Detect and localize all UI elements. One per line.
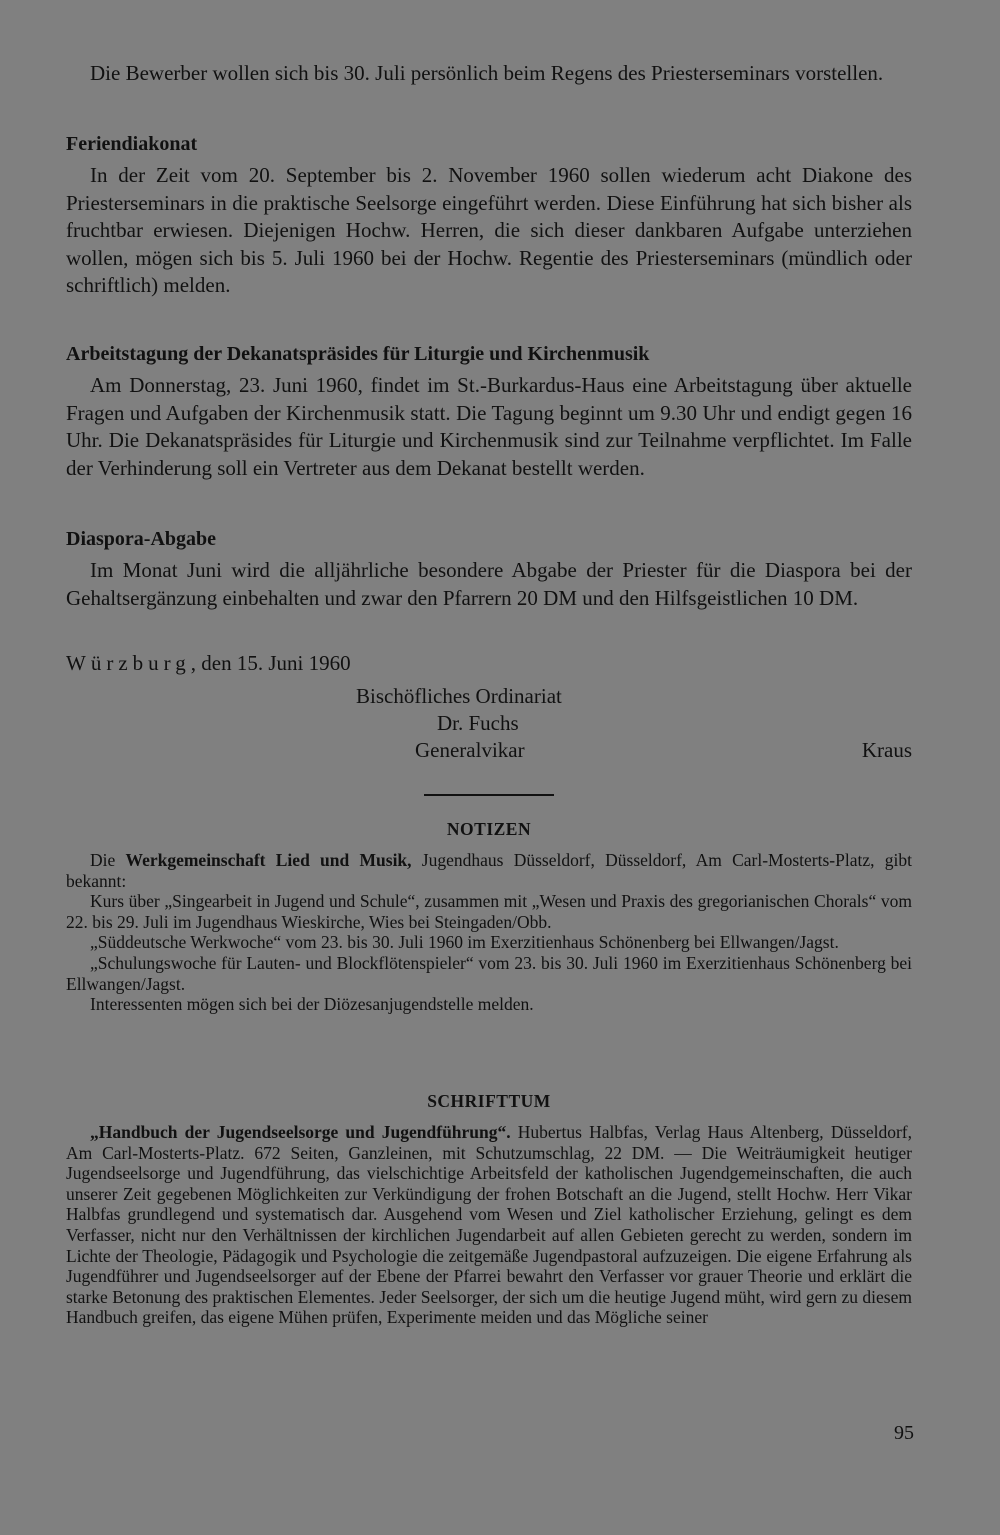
section-heading: Feriendiakonat [66, 133, 198, 155]
signature-title: Generalvikar [415, 738, 525, 762]
notizen-item: „Schulungswoche für Lauten- und Blockflötenspieler“ vom 23. bis 30. Juli 1960 im Exerzitienhaus Schönenberg bei Ellwangen/Jagst. [66, 952, 912, 994]
schrifttum-body [66, 1122, 912, 1328]
review-text: Hubertus Halbfas, Verlag Haus Altenberg, Düsseldorf, Am Carl-Mosterts-Platz. 672 Seiten, Ganzleinen, mit Schutzumschlag, 22 DM. — Die Weiträumigkeit heutiger Jugendseelsorge und Jugendführung, das vielschichtige Arbeitsfeld der katholischen Jugendgemeinschaften, die auch unserer Zeit gegebenen Möglichkeiten zur Verkündigung der frohen Botschaft an die Jugend, stellt Hochw. Herr Vikar Halbfas grundlegend und systematisch dar. Ausgehend vom Wesen und Ziel katholischer Erziehung, gelingt es dem Verfasser, nicht nur den Verhältnissen der kirchlichen Jugendarbeit auf allen Gebieten gerecht zu werden, sondern im Lichte der Theologie, Pädagogik und Psychologie die zeitgemäße Jugendpastoral aufzuzeigen. Die eigene Erfahrung als Jugendführer und Jugendseelsorger auf der Ebene der Pfarrei bewahrt den Verfasser vor grauer Theorie und erklärt die starke Betonung des praktischen Elementes. Jeder Seelsorger, der sich um die heutige Jugend müht, wird gern zu diesem Handbuch greifen, das eigene Mühen prüfen, Experimente meiden und das Mögliche seiner [66, 1122, 912, 1328]
dateline-place: Würzburg [66, 651, 191, 675]
notizen-section [66, 818, 912, 1015]
section-divider [424, 794, 554, 796]
section-arbeitstagung [66, 342, 912, 482]
section-body: Am Donnerstag, 23. Juni 1960, findet im St.-Burkardus-Haus eine Arbeitstagung über aktuelle Fragen und Aufgaben der Kirchenmusik statt. Die Tagung beginnt um 9.30 Uhr und endigt gegen 16 Uhr. Die Dekanatspräsides für Liturgie und Kirchenmusik sind zur Teilnahme verpflichtet. Im Falle der Verhinderung soll ein Vertreter aus dem Dekanat bestellt werden. [66, 373, 912, 480]
intro-text: Die Bewerber wollen sich bis 30. Juli persönlich beim Regens des Priesterseminars vorstellen. [90, 61, 884, 85]
section-heading: Arbeitstagung der Dekanatspräsides für Liturgie und Kirchenmusik [66, 343, 650, 365]
section-body: In der Zeit vom 20. September bis 2. November 1960 sollen wiederum acht Diakone des Priesterseminars in die praktische Seelsorge eingeführt werden. Diese Einführung hat sich bisher als fruchtbar erwiesen. Diejenigen Hochw. Herren, die sich dieser dankbaren Aufgabe unterziehen wollen, mögen sich bis 5. Juli 1960 bei der Hochw. Regentie des Priesterseminars (mündlich oder schriftlich) melden. [66, 163, 912, 298]
notizen-intro-prefix: Die [90, 850, 126, 870]
dateline-date: , den 15. Juni 1960 [190, 651, 351, 675]
section-body: Im Monat Juni wird die alljährliche besondere Abgabe der Priester für die Diaspora bei der Gehaltsergänzung einbehalten und zwar den Pfarrern 20 DM und den Hilfsgeistlichen 10 DM. [66, 558, 912, 610]
section-diaspora [66, 527, 912, 612]
page-number: 95 [894, 1422, 914, 1444]
signature-office: Bischöfliches Ordinariat [356, 684, 562, 708]
section-feriendiakonat [66, 132, 912, 300]
book-title: „Handbuch der Jugendseelsorge und Jugendführung“. [90, 1122, 511, 1142]
intro-paragraph [66, 60, 912, 88]
section-heading: Diaspora-Abgabe [66, 528, 217, 550]
signature-name: Dr. Fuchs [437, 711, 519, 735]
dateline [66, 650, 351, 677]
notizen-item: „Süddeutsche Werkwoche“ vom 23. bis 30. Juli 1960 im Exerzitienhaus Schönenberg bei Ellwangen/Jagst. [90, 932, 839, 953]
notizen-heading: NOTIZEN [446, 819, 532, 839]
notizen-intro [66, 850, 912, 891]
notizen-item: Interessenten mögen sich bei der Diözesanjugendstelle melden. [90, 994, 534, 1015]
schrifttum-section [66, 1090, 912, 1328]
notizen-item: Kurs über „Singearbeit in Jugend und Schule“, zusammen mit „Wesen und Praxis des gregorianischen Chorals“ vom 22. bis 29. Juli im Jugendhaus Wieskirche, Wies bei Steingaden/Obb. [66, 891, 912, 932]
signature-cosigner: Kraus [861, 738, 912, 762]
notizen-intro-rest: Jugendhaus Düsseldorf, Düsseldorf, Am Carl-Mosterts-Platz, gibt bekannt: [66, 850, 912, 891]
schrifttum-heading: SCHRIFTTUM [427, 1091, 551, 1111]
notizen-organization: Werkgemeinschaft Lied und Musik, [125, 850, 412, 870]
